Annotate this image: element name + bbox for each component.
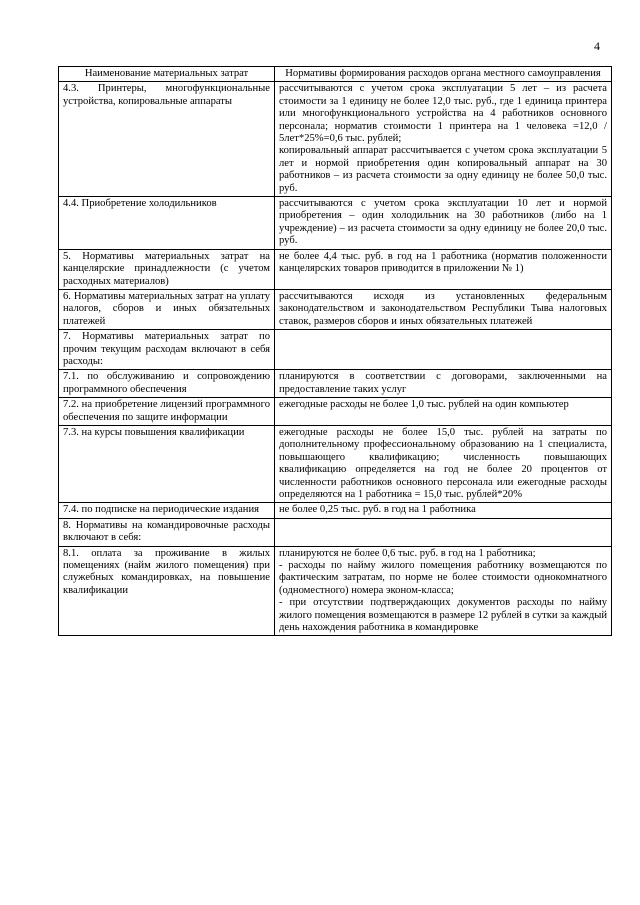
row-norm bbox=[275, 425, 612, 502]
norm-paragraph: не более 0,25 тыс. руб. в год на 1 работника bbox=[279, 504, 476, 516]
row-norm bbox=[275, 197, 612, 250]
norm-paragraph: ежегодные расходы не более 1,0 тыс. рублей на один компьютер bbox=[279, 399, 569, 411]
row-norm bbox=[275, 370, 612, 398]
page-number: 4 bbox=[594, 39, 600, 53]
row-norm bbox=[275, 546, 612, 636]
header-material-costs: Наименование материальных затрат bbox=[59, 67, 275, 82]
table-row bbox=[59, 82, 612, 197]
norm-paragraph: - при отсутствии подтверждающих документов расходы по найму жилого помещения возмещаются в размере 12 рублей в сутки за каждый день нахождения работника в командировке bbox=[279, 597, 607, 634]
row-norm bbox=[275, 503, 612, 518]
row-norm bbox=[275, 82, 612, 197]
table-row bbox=[59, 546, 612, 636]
norm-paragraph: не более 4,4 тыс. руб. в год на 1 работника (норматив положенности канцелярских товаров приводится в приложении № 1) bbox=[279, 250, 607, 275]
row-name: 6. Нормативы материальных затрат на уплату налогов, сборов и иных обязательных платежей bbox=[59, 289, 275, 329]
row-norm bbox=[275, 398, 612, 426]
table-row bbox=[59, 249, 612, 289]
row-name: 8. Нормативы на командировочные расходы включают в себя: bbox=[59, 518, 275, 546]
norm-paragraph: рассчитываются с учетом срока эксплуатации 5 лет – из расчета стоимости за 1 единицу не более 12,0 тыс. руб., где 1 единица принтера или многофункционального устройства на 4 работников основного персонала; норматив стоимости 1 принтера на 1 человека =12,0 / 5лет*25%=0,6 тыс. рублей; bbox=[279, 83, 607, 145]
table-row bbox=[59, 398, 612, 426]
norm-paragraph: планируются не более 0,6 тыс. руб. в год на 1 работника; bbox=[279, 547, 536, 559]
header-spending-norms: Нормативы формирования расходов органа местного самоуправления bbox=[275, 67, 612, 82]
row-name: 5. Нормативы материальных затрат на канцелярские принадлежности (с учетом расходных материалов) bbox=[59, 249, 275, 289]
table-row bbox=[59, 518, 612, 546]
row-name: 7. Нормативы материальных затрат по прочим текущим расходам включают в себя расходы: bbox=[59, 330, 275, 370]
row-norm bbox=[275, 289, 612, 329]
table-row bbox=[59, 503, 612, 518]
norm-paragraph: копировальный аппарат рассчитывается с учетом срока эксплуатации 5 лет и нормой приобретения один копировальный аппарат на 30 работников – из расчета стоимости за одну единицу не более 50,0 тыс. руб. bbox=[279, 145, 607, 194]
row-name: 7.3. на курсы повышения квалификации bbox=[59, 425, 275, 502]
row-name: 7.2. на приобретение лицензий программного обеспечения по защите информации bbox=[59, 398, 275, 426]
row-name: 4.3. Принтеры, многофункциональные устройства, копировальные аппараты bbox=[59, 82, 275, 197]
row-norm-empty bbox=[275, 330, 612, 370]
table-row bbox=[59, 425, 612, 502]
table-row bbox=[59, 330, 612, 370]
norm-paragraph: рассчитываются исходя из установленных федеральным законодательством и законодательством Республики Тыва налоговых ставок, размеров сборов и иных обязательных платежей bbox=[279, 290, 607, 327]
norm-paragraph: - расходы по найму жилого помещения работнику возмещаются по фактическим затратам, по норме не более стоимости однокомнатного (одноместного) номера эконом-класса; bbox=[279, 560, 607, 596]
row-norm-empty bbox=[275, 518, 612, 546]
norm-paragraph: планируются в соответствии с договорами, заключенными на предоставление таких услуг bbox=[279, 371, 607, 395]
norm-paragraph: ежегодные расходы не более 15,0 тыс. рублей на затраты по дополнительному профессиональному образованию на 1 специалиста, повышающего квалификацию; численность повышающих квалификацию определяется на год не более 20 процентов от численности работников основного персонала или ежегодные расходы определяются на 1 работника = 15,0 тыс. рублей*20% bbox=[279, 426, 607, 500]
norm-paragraph: рассчитываются с учетом срока эксплуатации 10 лет и нормой приобретения – один холодильник на 30 работников (либо на 1 учреждение) – из расчета стоимости за одну единицу не более 20,0 тыс. руб. bbox=[279, 198, 607, 247]
table-header-row bbox=[59, 67, 612, 82]
table-row bbox=[59, 289, 612, 329]
table-row bbox=[59, 370, 612, 398]
table-row bbox=[59, 197, 612, 250]
row-norm bbox=[275, 249, 612, 289]
row-name: 7.1. по обслуживанию и сопровождению программного обеспечения bbox=[59, 370, 275, 398]
norms-table bbox=[58, 66, 612, 636]
row-name: 7.4. по подписке на периодические издания bbox=[59, 503, 275, 518]
row-name: 4.4. Приобретение холодильников bbox=[59, 197, 275, 250]
row-name: 8.1. оплата за проживание в жилых помещениях (найм жилого помещения) при служебных командировках, на повышение квалификации bbox=[59, 546, 275, 636]
